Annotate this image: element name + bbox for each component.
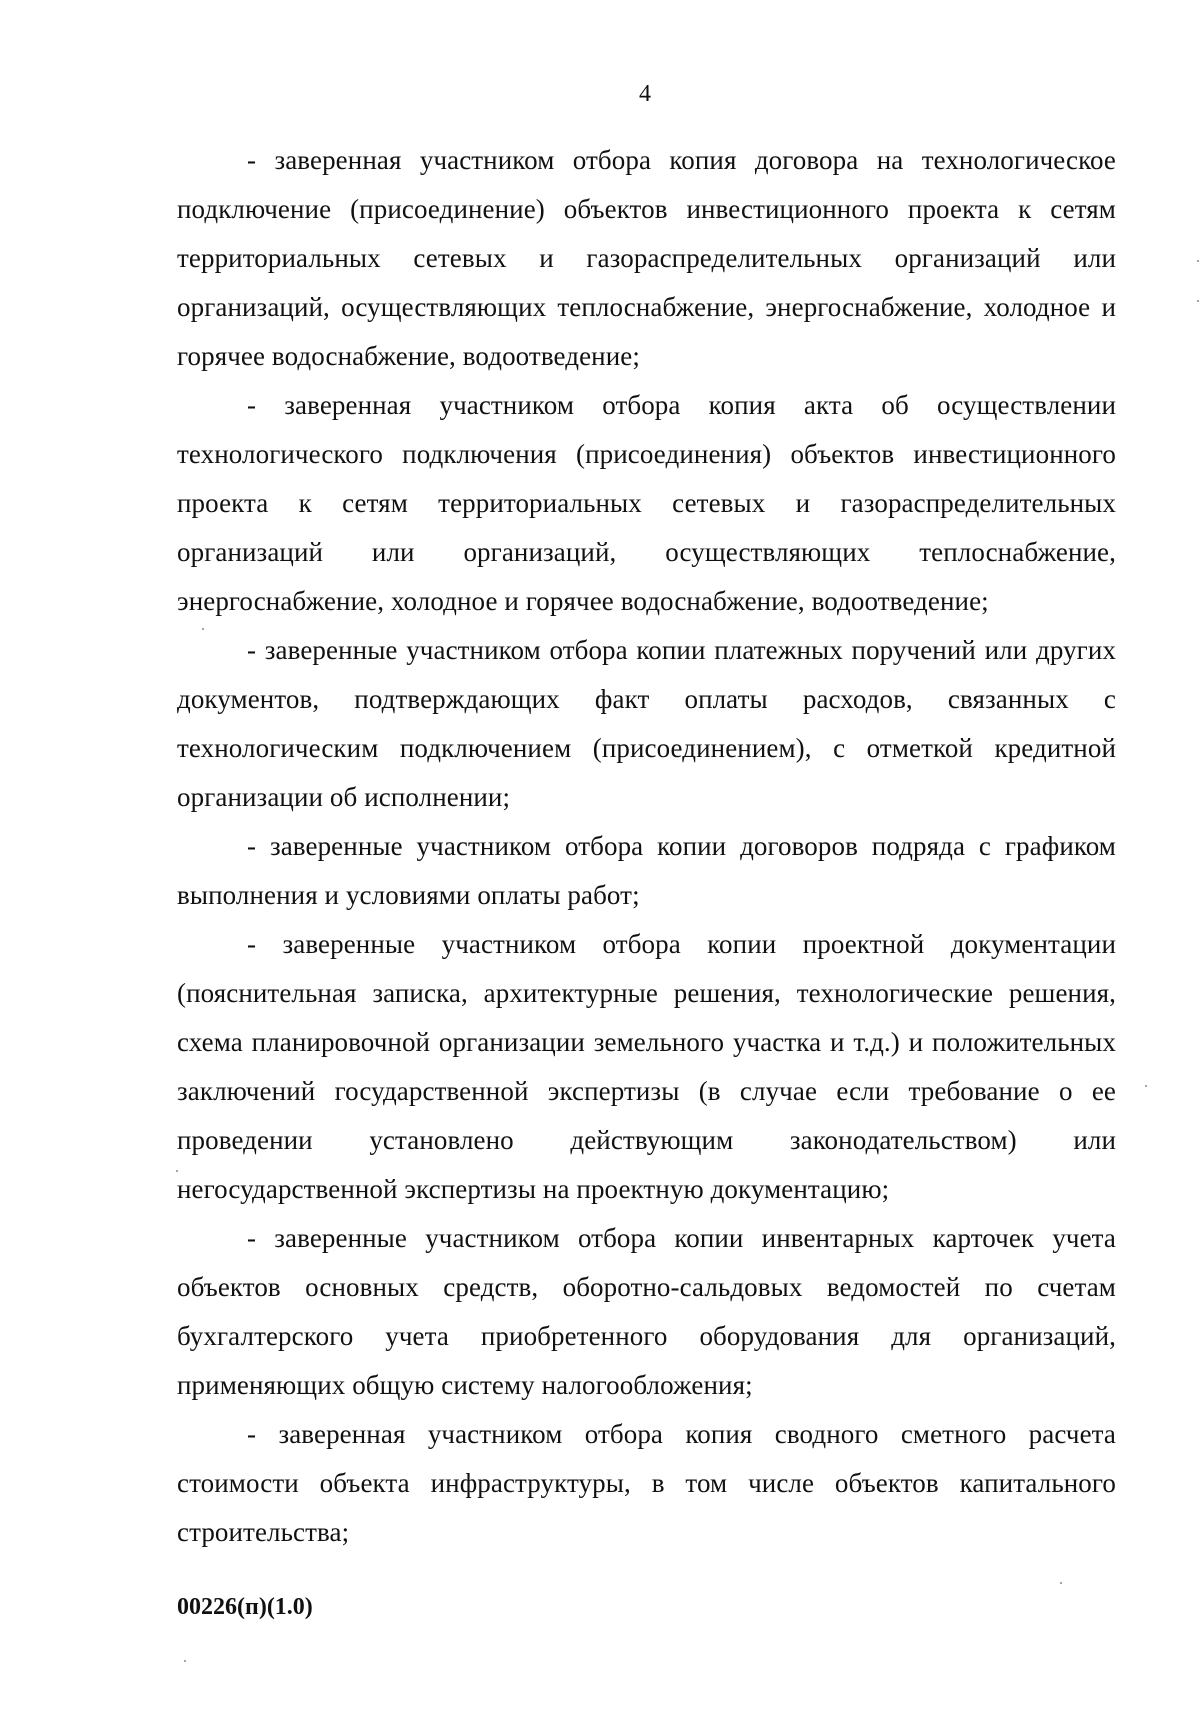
paragraph-4: - заверенные участником отбора копии договоров подряда с графиком выполнения и условиями оплаты работ; bbox=[177, 831, 1116, 910]
paragraph-3: - заверенные участником отбора копии платежных поручений или других документов, подтверждающих факт оплаты расходов, связанных с технологическим подключением (присоединением), с отметкой кредитной организации об исполнении; bbox=[177, 635, 1116, 812]
page-number: 4 bbox=[639, 81, 651, 107]
paragraph-5: - заверенные участником отбора копии проектной документации (пояснительная записка, архитектурные решения, технологические решения, схема планировочной организации земельного участка и т.д.) и положительных заключений государственной экспертизы (в случае если требование о ее проведении установлено действующим законодательством) или негосударственной экспертизы на проектную документацию; bbox=[177, 929, 1116, 1204]
paragraph-2: - заверенная участником отбора копия акта об осуществлении технологического подключения (присоединения) объектов инвестиционного проекта к сетям территориальных сетевых и газораспределительных организаций или организаций, осуществляющих теплоснабжение, энергоснабжение, холодное и горячее водоснабжение, водоотведение; bbox=[177, 390, 1116, 616]
scan-speck bbox=[1197, 260, 1199, 262]
scan-speck bbox=[1145, 1085, 1147, 1087]
document-code: 00226(п)(1.0) bbox=[177, 1594, 313, 1620]
scan-speck bbox=[1197, 300, 1199, 302]
paragraph-1: - заверенная участником отбора копия договора на технологическое подключение (присоединение) объектов инвестиционного проекта к сетям территориальных сетевых и газораспределительных организаций или организаций, осуществляющих теплоснабжение, энергоснабжение, холодное и горячее водоснабжение, водоотведение; bbox=[177, 145, 1116, 371]
scan-speck bbox=[184, 1660, 186, 1662]
document-body bbox=[177, 136, 1116, 1557]
scan-speck bbox=[1060, 1582, 1062, 1584]
scan-speck bbox=[176, 1170, 178, 1172]
paragraph-6: - заверенные участником отбора копии инвентарных карточек учета объектов основных средств, оборотно-сальдовых ведомостей по счетам бухгалтерского учета приобретенного оборудования для организаций, применяющих общую систему налогообложения; bbox=[177, 1223, 1116, 1400]
paragraph-7: - заверенная участником отбора копия сводного сметного расчета стоимости объекта инфраструктуры, в том числе объектов капитального строительства; bbox=[177, 1419, 1116, 1547]
scan-speck bbox=[202, 628, 204, 630]
